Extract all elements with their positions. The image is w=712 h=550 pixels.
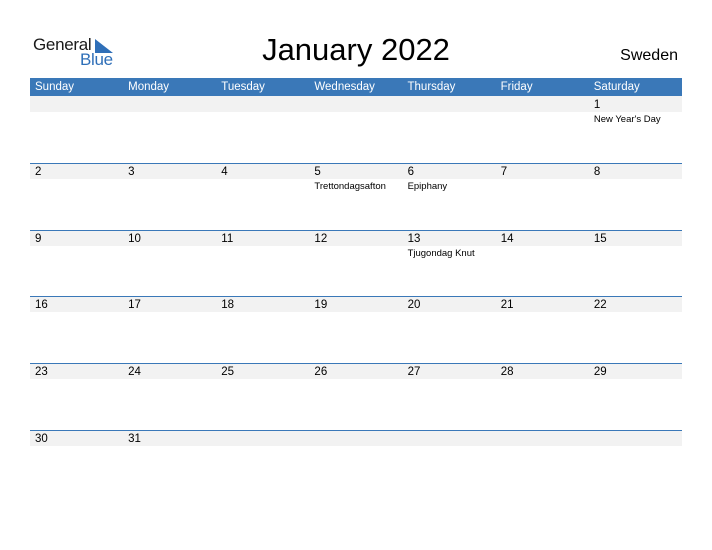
logo-word-blue: Blue — [80, 50, 113, 69]
holiday-label: New Year's Day — [593, 114, 661, 125]
day-number: 25 — [221, 366, 235, 378]
day-cell — [589, 430, 682, 496]
day-number: 31 — [128, 433, 141, 445]
week-row — [30, 230, 682, 296]
day-number: 19 — [314, 299, 328, 311]
holiday-label: Epiphany — [407, 181, 448, 192]
day-number: 18 — [221, 299, 235, 311]
day-number: 30 — [35, 433, 48, 445]
day-number: 1 — [593, 99, 601, 111]
day-number: 7 — [500, 166, 508, 178]
day-cell — [309, 430, 402, 496]
day-number: 6 — [407, 166, 414, 178]
day-cell — [496, 430, 589, 496]
holiday-label: Tjugondag Knut — [407, 248, 475, 259]
day-cell — [589, 230, 682, 296]
week-row — [30, 363, 682, 429]
day-cell — [30, 430, 123, 496]
day-number: 17 — [128, 299, 141, 311]
day-cell — [30, 163, 123, 229]
day-cell — [30, 363, 123, 429]
week-row — [30, 296, 682, 362]
day-number: 12 — [314, 233, 328, 245]
day-cell — [403, 430, 496, 496]
day-cell — [403, 296, 496, 362]
day-cell — [496, 163, 589, 229]
day-cell — [123, 296, 216, 362]
day-cell — [496, 230, 589, 296]
week-row — [30, 163, 682, 229]
day-cell — [216, 363, 309, 429]
day-cell — [496, 96, 589, 162]
day-cell — [123, 230, 216, 296]
country-label: Sweden — [620, 47, 678, 64]
day-cell — [216, 296, 309, 362]
day-cell — [30, 230, 123, 296]
day-number: 8 — [593, 166, 601, 178]
day-cell — [30, 296, 123, 362]
day-cell — [216, 230, 309, 296]
day-number: 14 — [500, 233, 514, 245]
weekday-thursday: Thursday — [407, 81, 456, 93]
weekday-friday: Friday — [500, 81, 533, 93]
day-number: 21 — [500, 299, 514, 311]
day-number: 15 — [593, 233, 607, 245]
day-number: 26 — [314, 366, 328, 378]
holiday-label: Trettondagsafton — [314, 181, 386, 192]
weekday-wednesday: Wednesday — [314, 81, 375, 93]
weekday-saturday: Saturday — [593, 81, 640, 93]
day-cell — [589, 363, 682, 429]
day-cell — [123, 163, 216, 229]
day-number: 29 — [593, 366, 607, 378]
day-cell — [216, 96, 309, 162]
day-cell — [496, 363, 589, 429]
weekday-sunday: Sunday — [35, 81, 75, 93]
day-number: 28 — [500, 366, 514, 378]
day-cell — [216, 430, 309, 496]
day-cell — [30, 96, 123, 162]
day-cell — [123, 96, 216, 162]
day-number: 9 — [35, 233, 42, 245]
day-number: 3 — [128, 166, 135, 178]
day-cell — [123, 430, 216, 496]
week-row — [30, 96, 682, 162]
day-number: 11 — [221, 233, 234, 245]
day-cell — [403, 230, 496, 296]
day-number: 27 — [407, 366, 421, 378]
day-cell — [403, 163, 496, 229]
day-number: 16 — [35, 299, 48, 311]
calendar-title: January 2022 — [262, 32, 450, 67]
day-cell — [403, 363, 496, 429]
day-number: 4 — [221, 166, 228, 178]
weekday-header — [30, 78, 682, 96]
day-number: 22 — [593, 299, 607, 311]
week-row — [30, 430, 682, 496]
day-cell — [123, 363, 216, 429]
day-cell — [496, 296, 589, 362]
day-cell — [309, 296, 402, 362]
day-number: 24 — [128, 366, 141, 378]
day-cell — [216, 163, 309, 229]
day-cell — [309, 96, 402, 162]
day-number: 20 — [407, 299, 421, 311]
day-cell — [589, 296, 682, 362]
weekday-monday: Monday — [128, 81, 170, 93]
day-cell — [309, 163, 402, 229]
day-number: 5 — [314, 166, 321, 178]
day-number: 2 — [35, 166, 42, 178]
day-cell — [589, 163, 682, 229]
day-cell — [589, 96, 682, 162]
day-cell — [403, 96, 496, 162]
day-cell — [309, 363, 402, 429]
day-number: 23 — [35, 366, 48, 378]
day-cell — [309, 230, 402, 296]
logo-word-general: General — [33, 35, 92, 54]
weekday-tuesday: Tuesday — [221, 81, 265, 93]
day-number: 13 — [407, 233, 421, 245]
day-number: 10 — [128, 233, 141, 245]
